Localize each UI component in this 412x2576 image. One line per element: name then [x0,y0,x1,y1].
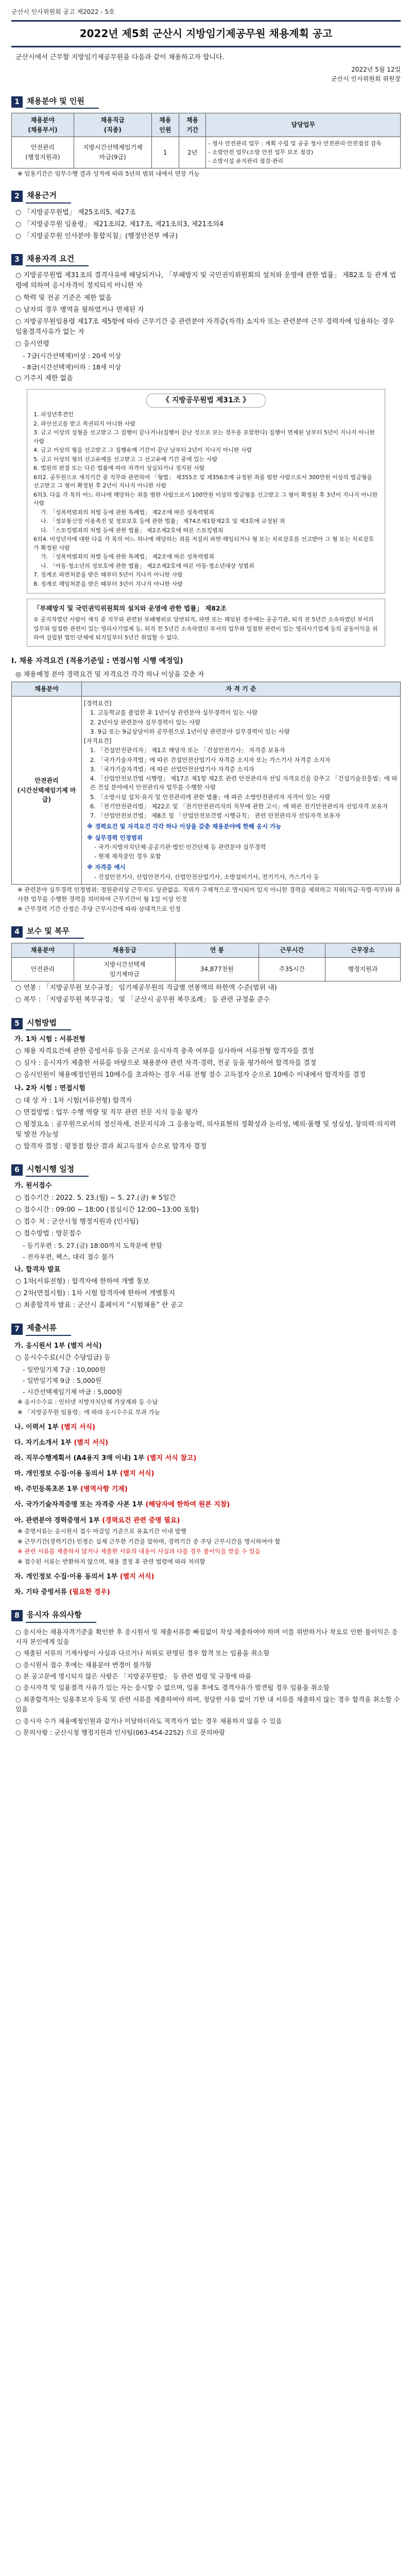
doc-heading: 마. 개인정보 수집·이용 동의서 1부 (별지 서식) [14,1470,154,1478]
table-header: 채용분야 [12,943,74,958]
doc-note: ※ 증명서류는 응시원서 접수 마감일 기준으로 유효기간 이내 발행 [18,1527,186,1535]
table-cell: 주35시간 [259,958,325,981]
law-line: 2. 파산선고를 받고 복권되지 아니한 사람 [33,420,135,427]
stage-heading: 나. 합격자 발표 [14,1265,61,1274]
table-cell: 2년 [179,137,206,168]
table-header: 근무시간 [259,943,325,958]
stage-heading: 가. 원서접수 [14,1182,52,1190]
list-item: ○ 「지방공무원 임용령」 제21조의2, 제17조, 제21조의3, 제21조의4 [15,220,224,228]
list-subitem: - 일반임기제 9급 : 5,000원 [23,1377,101,1385]
stage-heading: 나. 2차 시험 : 면접시험 [14,1084,85,1093]
issuer: 군산시 인사위원회 위원장 [331,75,401,83]
law-line: 1. 피성년후견인 [33,411,74,418]
list-item: ○ 접수시간 : 09:00 ~ 18:00 (점심시간 12:00~13:00 포함) [15,1206,199,1214]
list-item: ○ 면접방법 : 업무 수행 역량 및 직무 관련 전문 지식 등을 평가 [15,1108,198,1116]
qualification-cell [81,697,400,885]
list-item: ○ 최종합격자 발표 : 군산시 홈페이지 “시험채용” 란 공고 [15,1301,183,1310]
qual-line: - 건설안전기사, 산업안전기사, 산업안전산업기사, 소방설비기사, 전기기사, 가스기사 등 [94,873,319,880]
list-item: ○ 기주지 제한 없음 [15,374,73,382]
precaution-item: ○ 응시자는 채용자격기준을 확인한 후 응시원서 및 제출서류를 빠짐없이 작성·제출하여야 하며 이를 위반하거나 착오로 인한 불이익은 응시자 본인에게 있음 [15,1628,398,1646]
doc-heading: 아. 관련분야 경력증명서 1부 (경력요건 관련 증명 필요) [14,1516,180,1524]
law-line: 가. 「성폭력범죄의 처벌 등에 관한 특례법」 제2조에 따른 성폭력범죄 [41,553,214,561]
table-header: 채용분야 (채용부서) [12,113,74,137]
section-8-header [11,1609,401,1622]
list-item: ○ 평정요소 : 공무원으로서의 정신자세, 전문지식과 그 응용능력, 의사표현의 정확성과 논리성, 예의·품행 및 성실성, 창의력·의지력 및 발전 가능성 [15,1120,396,1139]
list-item: ○ 「지방공무원법」 제25조의5, 제27조 [15,208,136,216]
law-line: 나. 「아동·청소년의 성보호에 관한 법률」 제2조제2호에 따른 아동·청소년대상 성범죄 [41,562,254,569]
duty-line: - 소방시설 유지관리 점검·관리 [208,158,283,165]
qual-footnote: ※ 관련분야 실무경력 인정범위: 정원관리상 근무지도 상관없음. 직위가 구체적으로 명시되어 있지 아니한 경력을 제외하고 직위(직급·직렬·직무)와 유사한 업무를 수행한 경력을 의미하며 근무기간이 월 1일 이상 인정 [18,886,401,903]
law-line: 6의3. 다음 각 목의 어느 하나에 해당하는 죄를 범한 사람으로서 100만원 이상의 벌금형을 선고받고 그 형이 확정된 후 3년이 지나지 아니한 사람 [33,491,377,507]
duty-line: - 소방안전 업무(소방 안전 업무 보조 점검) [208,149,314,156]
duty-line: - 청사 안전관리 업무 : 계획 수립 및 공공 청사 안전관리·안전점검 감독 [208,140,382,147]
law-line: 6. 법원의 판결 또는 다른 법률에 따라 자격이 상실되거나 정지된 사람 [33,465,205,472]
qual-line: [자격요건] [83,737,112,745]
section-number: 1 [11,96,23,108]
list-subitem: - 8급(시간선택제)이하 : 18세 이상 [23,363,122,371]
list-subitem: - 전자우편, 팩스, 대리 접수 불가 [23,1252,114,1261]
list-item: ○ 1차(서류전형) : 합격자에 한하여 개별 통보 [15,1278,149,1286]
section-number: 8 [11,1610,23,1621]
qual-highlight: ※ 실무경력 인정범위 [87,834,143,841]
notice-date: 2022년 5월 12일 [351,65,401,73]
law-line: 나. 「정보통신망 이용촉진 및 정보보호 등에 관한 법률」 제74조제1항제2호 및 제3호에 규정된 죄 [41,518,285,525]
list-item: ○ 응시인원이 채용예정인원의 10배수를 초과하는 경우 서류 전형 점수 고득점자 순으로 10배수 이내에서 합격자를 결정 [15,1071,366,1079]
precaution-item: ○ 응시원서 접수 후에는 채용분야 변경이 불가함 [15,1660,152,1669]
section-7-header [11,1322,401,1335]
qual-line: 1. 고등학교를 졸업한 후 1년이상 관련분야 실무경력이 있는 사람 [90,709,258,717]
stage-heading: 가. 1차 시험 : 서류전형 [14,1035,85,1043]
qual-line: 6. 「전기안전관리법」 제22조 및 「전기안전관리자의 직무에 관한 고시」에 따른 전기안전관리자 선임자격 보유자 [90,802,388,810]
list-item: ○ 접수기간 : 2022. 5. 23.(월) ~ 5. 27.(금) ※ 5일간 [15,1194,176,1202]
list-subitem: - 7급(시간선택제)이상 : 20세 이상 [23,352,122,360]
list-item: ○ 심사 : 응시자가 제출한 서류를 바탕으로 채용분야 관련 자격·경력, 전공 등을 평가하여 합격자를 결정 [15,1059,317,1067]
table-header: 담당업무 [206,113,401,137]
list-item: ○ 복무 : 「지방공무원 복무규정」 및 「군산시 공무원 복무조례」 등 관련 규정을 준수 [15,996,270,1004]
list-item: ○ 2차(면접시험) : 1차 시험 합격자에 한하여 개별통지 [15,1290,175,1298]
section-1-header [11,95,401,109]
law-line: 7. 징계로 파면처분을 받은 때부터 5년이 지나지 아니한 사람 [33,571,183,579]
section-2-header [11,190,401,203]
section-title: 응시자 유의사항 [26,1609,96,1622]
qual-line: 2. 2년이상 관련분야 실무경력이 있는 사람 [90,718,201,726]
section-number: 4 [11,926,23,938]
qual-line: 7. 「산업안전보건법」 제8조 및 「산업안전보건법 시행규칙」 관련 안전관리자 선임자격 보유자 [90,812,340,820]
list-item: ○ 접수방법 : 방문접수 [15,1230,82,1238]
list-item: ○ 응시연령 [15,340,49,348]
list-item: ○ 지방공무원임용령 제17조 제5항에 따라 근무기간 중 관련분야 자격증(자격) 소지자 또는 관련분야 근무 경력자에 임용하는 경우 임용결격사유가 없는 자 [15,317,395,336]
law-box-body: ① 공직자였던 사람이 재직 중 직무와 관련된 부패행위로 당연퇴직, 파면 또는 해임된 경우에는 공공기관, 퇴직 전 5년간 소속하였던 부서의 업무와 밀접한 관련이 있는 영리사기업체 등, 퇴직 전 5년간 소속하였던 부서의 업무와 밀접한 관련이 있는 영리사기업체 등의 공동이익을 위하여 설립된 법인·단체에 퇴직일부터 5년간 취업할 수 없다. [33,616,378,641]
list-item: ○ 응시수수료(시간 수당임금) 등 [15,1353,111,1362]
list-item: ○ 합격자 결정 : 평정점 합산 결과 최고득점자 순으로 합격자 결정 [15,1143,207,1151]
list-item: ○ 접수 처 : 군산시청 행정지원과 (인사팀) [15,1217,139,1226]
precaution-item: ○ 본 공고문에 명시되지 않은 사항은 「지방공무원법」 등 관련 법령 및 규정에 따름 [15,1672,251,1681]
table-header: 자 격 기 준 [81,682,400,697]
law-line: 6의2. 공무원으로 재직기간 중 직무와 관련하여 「형법」 제355조 및 제356조에 규정된 죄를 범한 사람으로서 300만원 이상의 벌금형을 선고받고 그 형이 확정된 후 2년이 지나지 아니한 사람 [33,473,372,489]
period-note: ※ 임용기간은 임무수행 결과 성적에 따라 5년의 범위 내에서 연장 가능 [18,170,200,177]
table-header: 연 봉 [175,943,259,958]
section-4-header [11,925,401,939]
law-line: 가. 「성폭력범죄의 처벌 등에 관한 특례법」 제2조에 따른 성폭력범죄 [41,509,214,516]
table-cell: 안전관리 (행정지원과) [12,137,74,168]
precaution-item: ○ 문의사항 : 군산시청 행정지원과 인사팀(063-454-2252) 으로 문의바람 [15,1728,225,1736]
doc-heading: 가. 응시원서 1부 (별지 서식) [14,1342,102,1350]
table-header: 채용직급 (직종) [74,113,151,137]
qual-highlight: ※ 자격증 예시 [87,863,126,871]
section-3-header [11,253,401,266]
doc-heading: 자. 개인정보 수집·이용 동의서 1부 (별지 서식) [14,1572,154,1581]
section-title: 보수 및 복무 [26,925,84,939]
law-line: 6의4. 미성년자에 대한 다음 각 목의 어느 하나에 해당하는 죄를 저질러 파면·해임되거나 형 또는 치료감호를 선고받아 그 형 또는 치료감호가 확정된 사람 [33,536,374,551]
law-line: 5. 금고 이상의 형의 선고유예를 선고받고 그 선고유예 기간 중에 있는 사람 [33,455,218,463]
table-header: 근무장소 [325,943,400,958]
law-box-article-82 [27,599,385,647]
page-title: 2022년 제5회 군산시 지방임기제공무원 채용계획 공고 [11,20,401,47]
precaution-item: ○ 응시자격 및 임용결격 사유가 있는 자는 응시할 수 없으며, 임용 후에도 결격사유가 발견될 경우 임용을 취소함 [15,1684,330,1692]
qual-line: 1. 「건설안전관리자」 제1조 해당자 또는 「건설안전기사」 자격증 보유자 [90,747,285,754]
table-cell: 안전관리 (시간선택제임기제 마급) [12,697,82,885]
table-cell [206,137,401,168]
doc-note: ※ 「지방공무원 임용령」에 따라 응시수수료 부과 가능 [18,1408,160,1416]
doc-heading: 차. 기타 증빙서류 (필요한 경우) [14,1588,110,1597]
table-cell: 지방시간선택제임기제 마급(9급) [74,137,151,168]
law-line: 8. 징계로 해임처분을 받은 때부터 3년이 지나지 아니한 사람 [33,580,183,587]
list-subitem: - 등기우편 : 5. 27.(금) 18:00까지 도착분에 한함 [23,1242,163,1250]
law-line: 4. 금고 이상의 형을 선고받고 그 집행유예 기간이 끝난 날부터 2년이 지나지 아니한 사람 [33,447,252,454]
doc-note: ※ 관련 서류를 제출하지 않거나 제출한 서류의 내용이 사실과 다를 경우 불이익을 받을 수 있음 [18,1548,261,1555]
doc-heading: 다. 자기소개서 1부 (별지 서식) [14,1438,109,1447]
doc-note: ※ 접수된 서류는 반환하지 않으며, 채용 결정 후 관련 법령에 따라 처리함 [18,1558,205,1566]
qual-line: 5. 「소방시설 설치·유지 및 안전관리에 관한 법률」에 따른 소방안전관리자 자격이 있는 사람 [90,793,331,801]
qual-line: [경력요건] [83,700,112,707]
section-title: 채용근거 [26,190,71,203]
qual-line: - 국가·지방자치단체·공공기관·법인·민간단체 등 관련분야 실무경력 [94,843,266,851]
precaution-item: ○ 응시자 수가 채용예정인원과 같거나 미달하더라도 적격자가 없는 경우 채용하지 않을 수 있음 [15,1717,282,1725]
table-header: 채용등급 [74,943,175,958]
qual-line: - 현재 재직중인 경우 포함 [94,853,161,860]
law-line: 다. 「스토킹범죄의 처벌 등에 관한 법률」 제2조제2호에 따른 스토킹범죄 [41,527,224,534]
table-cell: 1 [151,137,179,168]
precaution-item: ○ 최종합격자는 임용후보자 등록 및 관련 서류를 제출하여야 하며, 정당한 사유 없이 기한 내 서류를 제출하지 않는 경우 합격을 취소할 수 있음 [15,1695,400,1714]
recruitment-table [11,113,401,168]
section-title: 채용분야 및 인원 [26,95,99,109]
section-number: 7 [11,1324,23,1335]
doc-heading: 사. 국가기술자격증명 또는 자격증 사본 1부 (해당자에 한하여 원본 지참) [14,1501,230,1509]
qualification-table [11,682,401,884]
table-header: 채용 기간 [179,113,206,137]
section-number: 2 [11,191,23,202]
list-subitem: - 일반임기제 7급 : 10,000원 [23,1366,106,1374]
section-number: 3 [11,254,23,265]
list-item: ○ 학력 및 전공 기준은 제한 없음 [15,294,112,302]
intro-text: 군산시에서 근무할 지방임기제공무원을 다음과 같이 채용하고자 합니다. [15,53,225,61]
qual-line: 4. 「산업안전보건법 시행령」 제17조 제1항 제2호 관련 안전관리자 선임 자격요건을 갖추고 「건설기술진흥법」에 따른 건설 분야에서 안전관리자 업무를 수행한 사람 [90,775,398,791]
qual-line: 3. 9급 또는 9급상당이하 공무원으로 1년이상 관련분야 실무경력이 있는 사람 [90,727,290,735]
table-cell: 지방시간선택제 임기제마급 [74,958,175,981]
table-cell: 34,877천원 [175,958,259,981]
section-title: 시험방법 [26,1017,71,1030]
notice-number: 군산시 인사위원회 공고 제2022 - 5호 [11,8,115,15]
section-6-header [11,1163,401,1177]
table-cell: 행정지원과 [325,958,400,981]
list-item: ○ 남자의 경우 병역을 필하였거나 면제된 자 [15,306,144,314]
law-box-title: 「부패방지 및 국민권익위원회의 설치와 운영에 관한 법률」 제82조 [33,604,227,613]
qual-highlight: ※ 경력요건 및 자격요건 각각 하나 이상을 갖춘 채용분야에 한해 응시 가능 [87,823,282,831]
qualification-heading: Ⅰ. 채용 자격요건 (적용기준일 : 면접시험 시행 예정일) [11,656,183,665]
pay-table [11,943,401,981]
doc-heading: 나. 이력서 1부 (별지 서식) [14,1423,96,1431]
doc-note: ※ 근무기간(경력기간) 인정은 실제 근무한 기간을 말하며, 경력기간 중 주당 근무시간을 명시하여야 함 [18,1537,281,1545]
table-cell: 안전관리 [12,958,74,981]
section-5-header [11,1017,401,1030]
list-subitem: - 시간선택제임기제 마급 : 5,000원 [23,1387,123,1396]
section-title: 시험시행 일정 [26,1163,89,1177]
law-box-article-31 [27,389,385,594]
table-header: 채용분야 [12,682,82,697]
qual-line: 3. 「국가기술자격법」에 따른 산업안전산업기사 자격증 소지자 [90,765,254,773]
list-item: ○ 연봉 : 「지방공무원 보수규정」 임기제공무원의 직급별 연봉액의 하한액 수준(범위 내) [15,984,277,992]
list-item: ○ 채용 자격요건에 관한 증빙서류 등을 근거로 응시자격 충족 여부를 심사하여 서류전형 합격자를 결정 [15,1047,314,1055]
qual-footnote: ※ 근무경력 기간 산정은 주당 근무시간에 따라 상대적으로 인정 [18,905,181,913]
qual-line: 2. 「국가기술자격법」에 따른 건설안전산업기사 자격증 소지자 또는 가스기사 자격증 소지자 [90,756,331,764]
list-item: ○ 「지방공무원 인사분야 통합지침」(행정안전부 예규) [15,232,178,240]
doc-heading: 바. 주민등록초본 1부 (병역사항 기재) [14,1485,128,1494]
precaution-item: ○ 제출된 서류의 기재사항이 사실과 다르거나 허위로 판명된 경우 합격 또는 임용을 취소함 [15,1649,270,1657]
law-line: 3. 금고 이상의 실형을 선고받고 그 집행이 끝나거나(집행이 끝난 것으로 보는 경우를 포함한다) 집행이 면제된 날부터 5년이 지나지 아니한 사람 [33,429,375,445]
list-item: ○ 지방공무원법 제31조의 결격사유에 해당되거나, 「부패방지 및 국민권익위원회의 설치와 운영에 관한 법률」 제82조 등 관계 법령에 의하여 응시자격이 정지되지 아니한 자 [15,272,397,290]
list-item: ○ 대 상 자 : 1차 시험(서류전형) 합격자 [15,1096,132,1105]
section-title: 채용자격 요건 [26,253,89,266]
qualification-lead: ◎ 채용예정 분야 경력요건 및 자격요건 각각 하나 이상을 갖춘 자 [15,671,204,679]
doc-heading: 라. 직무수행계획서 (A4용지 3매 이내) 1부 (별지 서식 참고) [14,1454,197,1463]
section-title: 제출서류 [26,1322,71,1335]
doc-note: ※ 응시수수료 : 인터넷 지방자치단체 가상계좌 등 수납 [18,1398,158,1406]
table-header: 채용 인원 [151,113,179,137]
law-box-title: 《 지방공무원법 제31조 》 [146,394,266,408]
section-number: 6 [11,1164,23,1176]
section-number: 5 [11,1018,23,1029]
